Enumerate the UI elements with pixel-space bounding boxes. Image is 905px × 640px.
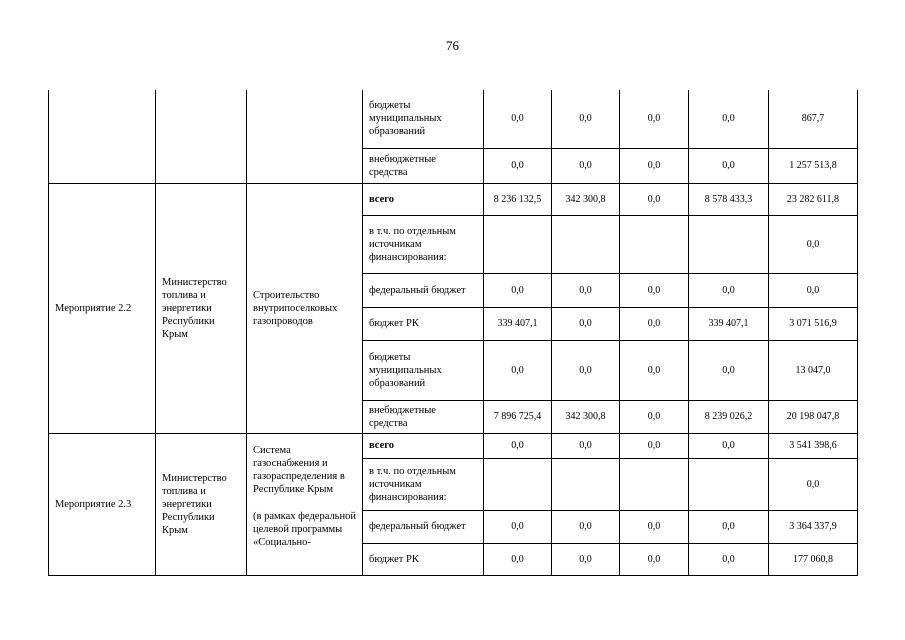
value-cell	[484, 458, 552, 510]
value-cell: 3 541 398,6	[769, 433, 858, 458]
value-cell: 7 896 725,4	[484, 400, 552, 433]
value-cell: 0,0	[689, 148, 769, 183]
source-cell: внебюджетные средства	[363, 148, 484, 183]
source-cell: федеральный бюджет	[363, 273, 484, 307]
value-cell: 0,0	[769, 458, 858, 510]
value-cell: 342 300,8	[552, 400, 620, 433]
description-cell: Строительство внутрипоселковых газопроводов	[247, 183, 363, 433]
value-cell: 20 198 047,8	[769, 400, 858, 433]
value-cell: 0,0	[769, 273, 858, 307]
source-cell: всего	[363, 183, 484, 215]
value-cell: 0,0	[484, 510, 552, 543]
source-cell: внебюджетные средства	[363, 400, 484, 433]
source-cell: бюджеты муниципальных образований	[363, 90, 484, 148]
value-cell	[620, 458, 689, 510]
value-cell	[689, 458, 769, 510]
value-cell: 0,0	[552, 543, 620, 575]
measure-name-cell: Мероприятие 2.2	[49, 183, 156, 433]
value-cell: 177 060,8	[769, 543, 858, 575]
value-cell: 339 407,1	[689, 307, 769, 340]
value-cell: 0,0	[484, 433, 552, 458]
source-cell: в т.ч. по отдельным источникам финансирования:	[363, 458, 484, 510]
source-cell: всего	[363, 433, 484, 458]
value-cell: 0,0	[689, 510, 769, 543]
value-cell: 0,0	[769, 215, 858, 273]
value-cell: 1 257 513,8	[769, 148, 858, 183]
source-cell: бюджет РК	[363, 307, 484, 340]
source-cell: бюджет РК	[363, 543, 484, 575]
description-note: (в рамках федеральной целевой программы «Социально-	[253, 510, 356, 548]
value-cell: 8 236 132,5	[484, 183, 552, 215]
funding-table	[48, 90, 858, 576]
value-cell: 0,0	[689, 433, 769, 458]
table-row	[49, 183, 858, 215]
value-cell: 342 300,8	[552, 183, 620, 215]
value-cell: 0,0	[620, 433, 689, 458]
value-cell	[552, 215, 620, 273]
value-cell: 23 282 611,8	[769, 183, 858, 215]
value-cell: 13 047,0	[769, 340, 858, 400]
value-cell: 0,0	[620, 273, 689, 307]
value-cell: 0,0	[620, 510, 689, 543]
value-cell: 339 407,1	[484, 307, 552, 340]
value-cell	[689, 215, 769, 273]
value-cell: 0,0	[689, 340, 769, 400]
value-cell: 0,0	[689, 90, 769, 148]
value-cell: 8 239 026,2	[689, 400, 769, 433]
cont-executor-cell	[156, 90, 247, 183]
value-cell	[484, 215, 552, 273]
value-cell: 0,0	[552, 340, 620, 400]
value-cell: 3 364 337,9	[769, 510, 858, 543]
value-cell: 0,0	[552, 510, 620, 543]
executor-cell: Министерство топлива и энергетики Республики Крым	[156, 433, 247, 575]
value-cell: 0,0	[484, 340, 552, 400]
value-cell: 0,0	[620, 340, 689, 400]
value-cell	[620, 215, 689, 273]
cont-name-cell	[49, 90, 156, 183]
description-cell	[247, 433, 363, 575]
value-cell: 0,0	[552, 273, 620, 307]
value-cell: 0,0	[552, 307, 620, 340]
table-row	[49, 433, 858, 458]
source-cell: бюджеты муниципальных образований	[363, 340, 484, 400]
source-cell: федеральный бюджет	[363, 510, 484, 543]
page-number: 76	[446, 38, 459, 53]
value-cell: 0,0	[620, 400, 689, 433]
table-row	[49, 90, 858, 148]
value-cell: 0,0	[620, 307, 689, 340]
value-cell: 0,0	[689, 543, 769, 575]
measure-name-cell: Мероприятие 2.3	[49, 433, 156, 575]
value-cell: 0,0	[484, 90, 552, 148]
value-cell: 0,0	[484, 273, 552, 307]
cont-description-cell	[247, 90, 363, 183]
value-cell: 0,0	[620, 148, 689, 183]
value-cell: 0,0	[620, 90, 689, 148]
value-cell	[552, 458, 620, 510]
value-cell: 0,0	[689, 273, 769, 307]
value-cell: 0,0	[552, 148, 620, 183]
value-cell: 867,7	[769, 90, 858, 148]
value-cell: 0,0	[484, 148, 552, 183]
source-cell: в т.ч. по отдельным источникам финансирования:	[363, 215, 484, 273]
value-cell: 0,0	[620, 543, 689, 575]
executor-cell: Министерство топлива и энергетики Республики Крым	[156, 183, 247, 433]
value-cell: 0,0	[552, 90, 620, 148]
value-cell: 0,0	[552, 433, 620, 458]
value-cell: 8 578 433,3	[689, 183, 769, 215]
value-cell: 0,0	[484, 543, 552, 575]
description-text: Система газоснабжения и газораспределения в Республике Крым	[253, 444, 345, 495]
value-cell: 0,0	[620, 183, 689, 215]
value-cell: 3 071 516,9	[769, 307, 858, 340]
